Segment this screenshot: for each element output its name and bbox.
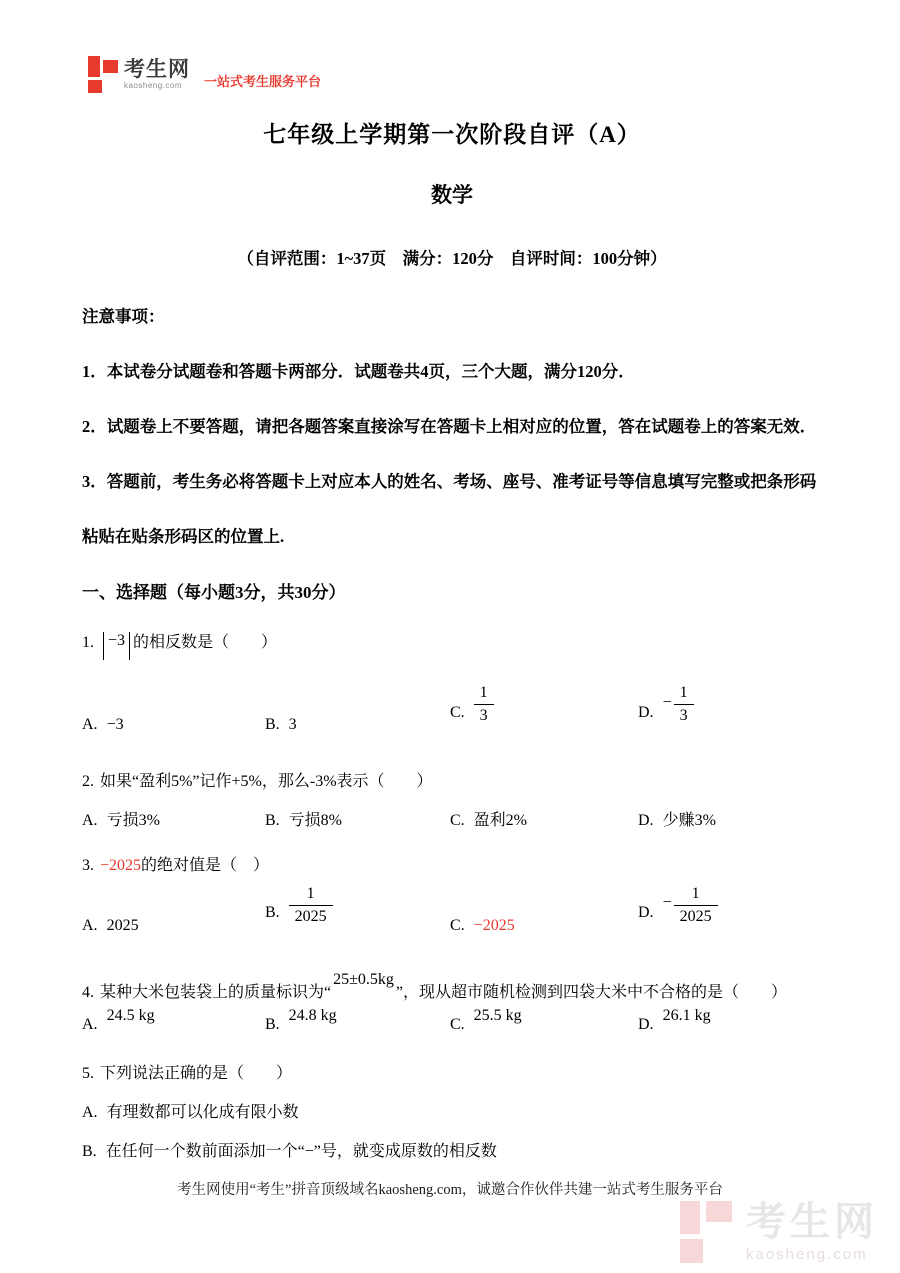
- question-4-options: [82, 1006, 822, 1034]
- fraction: $\frac{1}{3}$: [674, 684, 694, 726]
- notice-item-1: 1．本试卷分试题卷和答题卡两部分．试题卷共4页，三个大题，满分120分．: [82, 362, 635, 381]
- question-3-number: 3.: [82, 856, 94, 874]
- option-b: B. $\frac{1}{2025}$: [265, 893, 450, 935]
- brand-tagline: 一站式考生服务平台: [204, 74, 322, 89]
- question-4: [82, 970, 822, 1002]
- option-a: A. 2025: [82, 916, 139, 934]
- notice-item-3: 3．答题前，考生务必将答题卡上对应本人的姓名、考场、座号、准考证号等信息填写完整或把条形码粘贴在贴条形码区的位置上.: [82, 472, 817, 546]
- kaosheng-logo: [88, 56, 321, 93]
- option-c: C. −2025: [450, 916, 515, 934]
- option-b: B. 亏损8%: [265, 811, 343, 829]
- question-3-text: 的绝对值是（ ）: [141, 856, 270, 874]
- section-1-heading: 一、选择题（每小题3分，共30分）: [82, 583, 346, 602]
- page-footer: 考生网使用“考生”拼音顶级域名kaosheng.com，诚邀合作伙伴共建一站式考生服务平台: [177, 1182, 723, 1198]
- question-2: [82, 768, 822, 791]
- option-d: D.26.1 kg: [638, 1006, 711, 1033]
- absolute-value-expression: −3: [103, 632, 130, 660]
- question-5: [82, 1060, 822, 1083]
- brand-domain: kaosheng.com: [124, 81, 183, 90]
- mass-label-formula: 25±0.5kg: [333, 970, 394, 988]
- option-a: A. −3: [82, 715, 124, 733]
- option-a: A.24.5 kg: [82, 1006, 155, 1033]
- notice-item-2: 2．试题卷上不要答题，请把各题答案直接涂写在答题卡上相对应的位置，答在试题卷上的答案无效．: [82, 417, 817, 436]
- fraction: $\frac{1}{3}$: [474, 684, 494, 726]
- watermark-domain: kaosheng.com: [746, 1246, 868, 1263]
- exam-info-line: （自评范围：1~37页 满分：120分 自评时间：100分钟）: [237, 249, 667, 268]
- question-4-number: 4.: [82, 983, 94, 1001]
- question-3: [82, 852, 822, 875]
- question-5-number: 5.: [82, 1064, 94, 1082]
- kaosheng-watermark-text: [746, 1202, 878, 1262]
- question-5-option-a: A. 有理数都可以化成有限小数: [82, 1103, 299, 1121]
- option-b: B.24.8 kg: [265, 1006, 337, 1033]
- fraction: $\frac{1}{2025}$: [674, 885, 718, 927]
- kaosheng-watermark: [680, 1201, 878, 1263]
- option-d: D.− $\frac{1}{2025}$: [638, 893, 822, 935]
- question-3-red-term: −2025: [100, 856, 142, 874]
- question-1: [82, 629, 822, 662]
- question-1-text: 的相反数是（ ）: [133, 634, 278, 651]
- option-d: D. 少赚3%: [638, 811, 716, 829]
- watermark-brand: 考生网: [746, 1200, 878, 1244]
- notice-heading: 注意事项：: [82, 307, 165, 326]
- question-3-options: [82, 884, 822, 935]
- question-1-number: 1.: [82, 634, 94, 651]
- option-a: A. 亏损3%: [82, 811, 160, 829]
- question-4-text-before: 某种大米包装袋上的质量标识为“: [100, 983, 332, 1001]
- question-2-options: [82, 807, 822, 830]
- kaosheng-logo-icon: [88, 56, 118, 93]
- option-c: C. 盈利2%: [450, 811, 528, 829]
- question-1-options: [82, 684, 822, 734]
- option-c: C. $\frac{1}{3}$: [450, 692, 638, 734]
- exam-title: 七年级上学期第一次阶段自评（A）: [263, 122, 641, 147]
- question-5-text: 下列说法正确的是（ ）: [100, 1064, 293, 1082]
- option-d: D.− $\frac{1}{3}$: [638, 692, 822, 734]
- question-5-option-b: B. 在任何一个数前面添加一个“−”号，就变成原数的相反数: [82, 1142, 497, 1160]
- option-c: C.25.5 kg: [450, 1006, 522, 1033]
- option-b: B. 3: [265, 715, 297, 733]
- notice-section: [82, 289, 822, 564]
- kaosheng-logo-text: [124, 59, 190, 90]
- question-2-text: 如果“盈利5%”记作+5%，那么-3%表示（ ）: [100, 772, 433, 790]
- fraction: $\frac{1}{2025}$: [289, 885, 333, 927]
- question-2-number: 2.: [82, 772, 94, 790]
- question-4-text-after: ”，现从超市随机检测到四袋大米中不合格的是（ ）: [395, 983, 787, 1001]
- subject-title: 数学: [431, 183, 473, 207]
- brand-name: 考生网: [124, 58, 190, 81]
- kaosheng-watermark-icon: [680, 1201, 732, 1263]
